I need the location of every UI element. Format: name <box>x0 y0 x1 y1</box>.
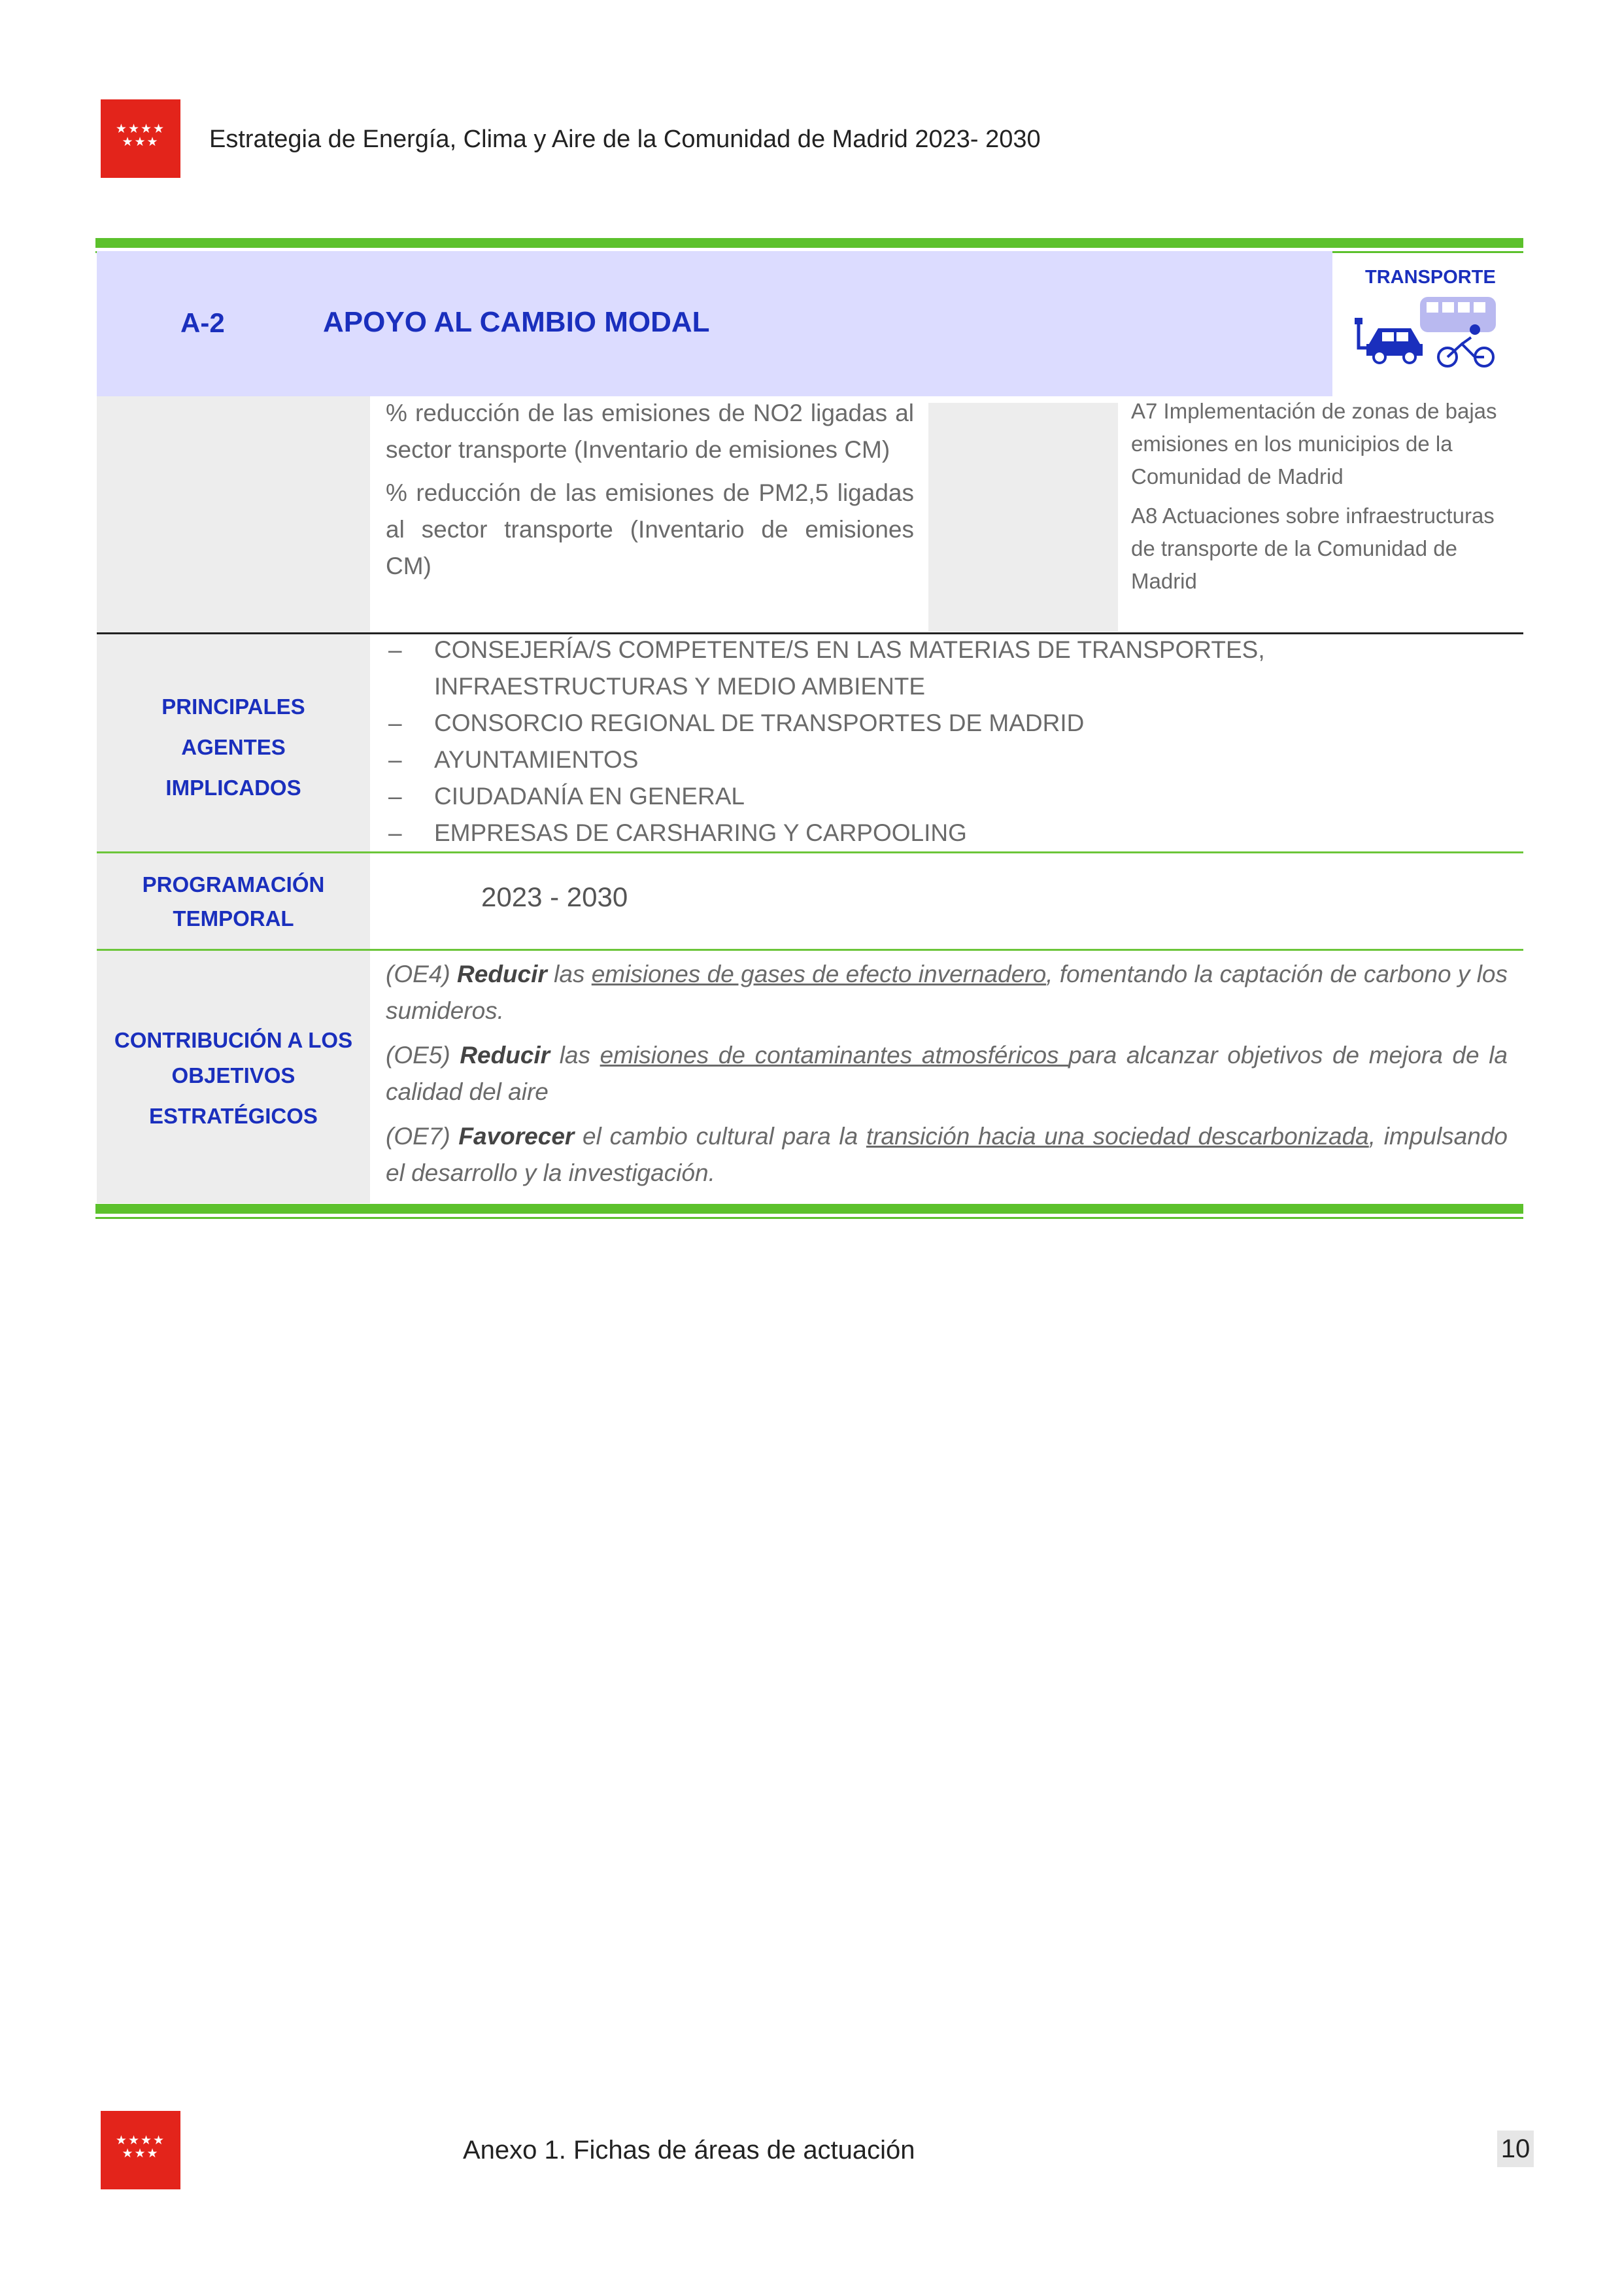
related-actions-spacer <box>928 403 1118 632</box>
bottom-divider <box>95 1204 1523 1214</box>
agents-list-cell <box>370 632 1521 851</box>
top-divider <box>95 238 1523 248</box>
indicator-item: % reducción de las emisiones de NO2 ligadas al sector transporte (Inventario de emisiones CM) <box>386 400 914 463</box>
stars-icon: ★★★★ ★★★ <box>115 2134 166 2161</box>
agents-label-line: AGENTES <box>181 735 286 759</box>
agents-label-line: PRINCIPALES <box>161 694 305 719</box>
related-action-item: A8 Actuaciones sobre infraestructuras de transporte de la Comunidad de Madrid <box>1131 504 1495 593</box>
objective-item: (OE5) Reducir las emisiones de contaminantes atmosféricos para alcanzar objetivos de mejora de la calidad del aire <box>386 1042 1508 1105</box>
agents-label-cell <box>97 634 370 851</box>
card-title-band <box>97 251 1332 396</box>
page-number: 10 <box>1497 2131 1534 2167</box>
madrid-logo <box>101 99 180 178</box>
agent-item: – CONSORCIO REGIONAL DE TRANSPORTES DE MADRID <box>370 705 1521 742</box>
objectives-label-line: ESTRATÉGICOS <box>149 1104 318 1128</box>
card-title: APOYO AL CAMBIO MODAL <box>323 306 710 338</box>
agent-item: – CONSEJERÍA/S COMPETENTE/S EN LAS MATERIAS DE TRANSPORTES, INFRAESTRUCTURAS Y MEDIO AMBIENTE <box>370 632 1521 705</box>
indicators-list <box>386 395 914 585</box>
agent-item: – EMPRESAS DE CARSHARING Y CARPOOLING <box>370 815 1521 851</box>
related-action-item: A7 Implementación de zonas de bajas emisiones en los municipios de la Comunidad de Madrid <box>1131 399 1497 488</box>
indicator-item: % reducción de las emisiones de PM2,5 ligadas al sector transporte (Inventario de emisiones CM) <box>386 479 914 579</box>
stars-icon: ★★★★ ★★★ <box>115 122 166 149</box>
objectives-label-line: CONTRIBUCIÓN A LOS <box>114 1028 353 1052</box>
madrid-logo <box>101 2111 180 2189</box>
schedule-label-line: TEMPORAL <box>173 906 294 931</box>
objective-item: (OE7) Favorecer el cambio cultural para la transición hacia una sociedad descarbonizada, impulsando el desarrollo y la investigación. <box>386 1123 1508 1186</box>
objective-item: (OE4) Reducir las emisiones de gases de efecto invernadero, fomentando la captación de carbono y los sumideros. <box>386 961 1508 1024</box>
objectives-label-cell <box>97 951 370 1203</box>
related-actions-list <box>1131 395 1510 598</box>
indicators-label-cell <box>97 396 370 632</box>
schedule-label-cell <box>97 853 370 949</box>
footer-annex-label: Anexo 1. Fichas de áreas de actuación <box>463 2136 915 2165</box>
objectives-list <box>386 956 1508 1199</box>
schedule-value: 2023 - 2030 <box>481 882 628 912</box>
card-code: A-2 <box>180 307 225 338</box>
category-label: TRANSPORTE <box>1365 267 1496 288</box>
document-header-title: Estrategia de Energía, Clima y Aire de la Comunidad de Madrid 2023- 2030 <box>209 126 1041 153</box>
schedule-label-line: PROGRAMACIÓN <box>142 872 325 897</box>
agent-item: – CIUDADANÍA EN GENERAL <box>370 778 1521 815</box>
agents-label-line: IMPLICADOS <box>165 776 301 800</box>
transport-icon <box>1349 292 1506 370</box>
objectives-label-line: OBJETIVOS <box>171 1063 296 1087</box>
agent-item: – AYUNTAMIENTOS <box>370 742 1521 778</box>
